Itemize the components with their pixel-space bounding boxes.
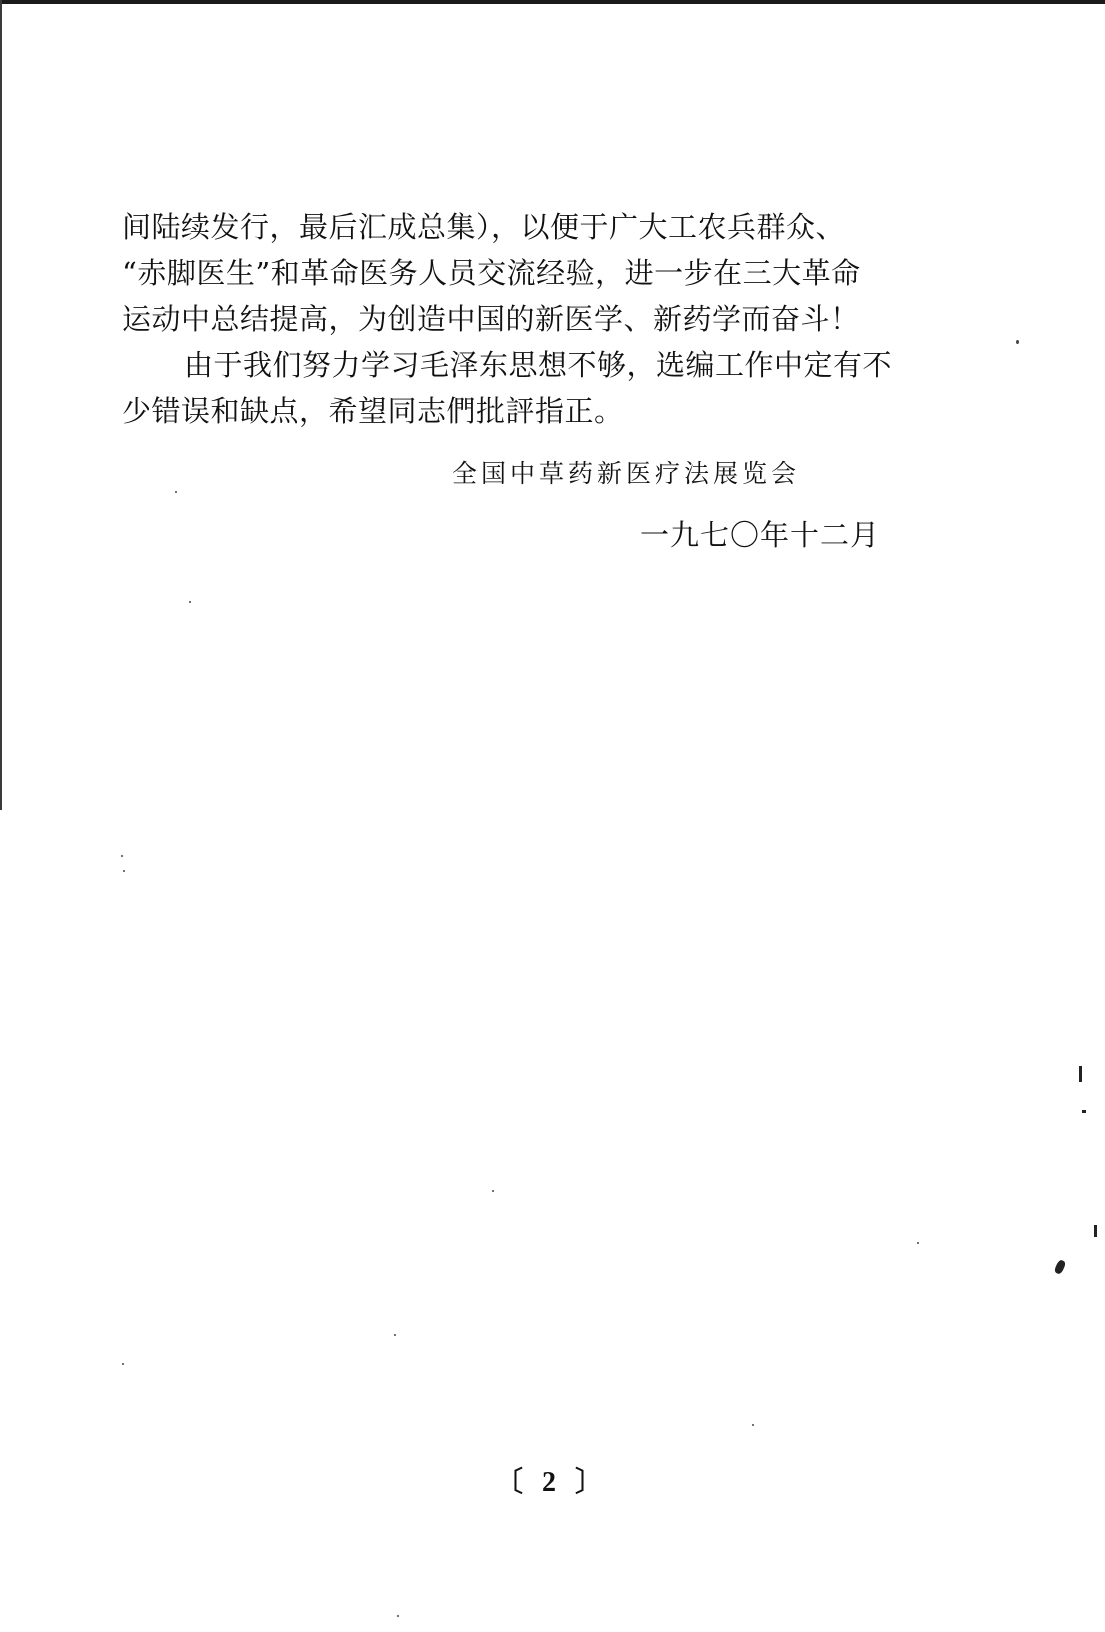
scan-mark <box>1053 1259 1066 1275</box>
scan-mark <box>1094 1225 1097 1237</box>
scan-mark <box>1079 1066 1082 1082</box>
scan-speck <box>752 1424 754 1426</box>
paragraph-1-line-3: 运动中总结提高，为创造中国的新医学、新药学而奋斗！ <box>122 302 860 336</box>
signature-organization: 全国中草药新医疗法展览会 <box>452 459 801 488</box>
scan-speck <box>175 491 177 493</box>
document-body <box>122 204 982 434</box>
page-number: 〔 2 〕 <box>495 1467 610 1498</box>
scan-speck <box>917 1242 919 1244</box>
signature-date: 一九七〇年十二月 <box>640 518 881 552</box>
scan-speck <box>189 601 191 603</box>
scan-mark <box>1082 1110 1086 1113</box>
scan-speck <box>492 1190 494 1192</box>
left-page-edge <box>0 0 2 810</box>
scan-speck <box>121 855 123 857</box>
paragraph-1-line-1: 间陆续发行，最后汇成总集），以便于广大工农兵群众、 <box>122 210 846 244</box>
scan-speck <box>122 1363 124 1365</box>
paragraph-2-line-2: 少错误和缺点，希望同志們批評指正。 <box>122 394 624 428</box>
scan-speck <box>1016 340 1019 344</box>
scan-speck <box>394 1334 396 1336</box>
paragraph-1-line-2: “赤脚医生”和革命医务人员交流经验，进一步在三大革命 <box>122 256 861 290</box>
top-border-rule <box>0 0 1105 4</box>
paragraph-2-line-1: 由于我们努力学习毛泽东思想不够，选编工作中定有不 <box>184 348 893 382</box>
scan-speck <box>123 870 125 872</box>
scan-speck <box>397 1615 399 1617</box>
